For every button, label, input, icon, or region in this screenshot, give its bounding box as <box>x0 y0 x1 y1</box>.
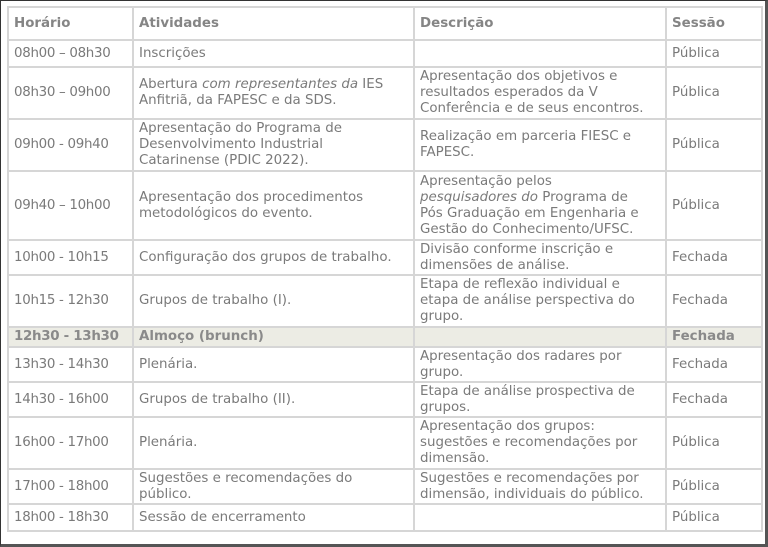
table-row <box>8 119 762 171</box>
session-cell: Fechada <box>666 240 762 275</box>
table-row <box>8 469 762 504</box>
session-cell: Pública <box>666 171 762 240</box>
description-line: Realização em parceria FIESC e <box>420 129 632 144</box>
activity-cell <box>133 240 414 275</box>
description-cell <box>414 119 666 171</box>
time-cell: 17h00 - 18h00 <box>8 469 133 504</box>
description-line: Etapa de análise prospectiva de <box>420 383 635 399</box>
activity-line: Apresentação dos procedimentos <box>139 189 364 205</box>
description-line: grupo. <box>420 364 464 380</box>
activity-line: Grupos de trabalho (II). <box>139 391 296 407</box>
table-row <box>8 67 762 119</box>
activity-line: Plenária. <box>139 356 198 372</box>
description-cell <box>414 327 666 347</box>
description-line: FAPESC. <box>420 145 475 160</box>
description-cell <box>414 417 666 469</box>
description-line: Divisão conforme inscrição e <box>420 241 614 257</box>
time-cell: 09h00 - 09h40 <box>8 119 133 171</box>
session-cell: Fechada <box>666 347 762 382</box>
description-cell <box>414 240 666 275</box>
session-cell: Fechada <box>666 275 762 327</box>
table-row-lunch <box>8 327 762 347</box>
activity-line: metodológicos do evento. <box>139 205 313 221</box>
description-line: dimensão, individuais do público. <box>420 486 644 502</box>
description-line: Apresentação dos grupos: <box>420 419 595 434</box>
header-description: Descrição <box>414 7 666 40</box>
activity-line: Almoço (brunch) <box>139 329 264 344</box>
description-line: grupo. <box>420 309 464 324</box>
activity-line: Grupos de trabalho (I). <box>139 293 292 308</box>
description-line: Etapa de reflexão individual e <box>420 277 620 292</box>
description-line: etapa de análise perspectiva do <box>420 293 635 308</box>
description-line: Apresentação dos radares por <box>420 348 622 364</box>
activity-cell <box>133 67 414 119</box>
time-cell: 08h30 – 09h00 <box>8 67 133 119</box>
session-cell: Pública <box>666 417 762 469</box>
time-cell: 09h40 – 10h00 <box>8 171 133 240</box>
activity-cell <box>133 119 414 171</box>
table-row <box>8 240 762 275</box>
description-line: Sugestões e recomendações por <box>420 470 639 486</box>
activity-line: Configuração dos grupos de trabalho. <box>139 249 392 265</box>
session-cell: Pública <box>666 119 762 171</box>
description-cell <box>414 347 666 382</box>
time-cell: 18h00 - 18h30 <box>8 504 133 531</box>
time-cell: 10h15 - 12h30 <box>8 275 133 327</box>
table-row <box>8 504 762 531</box>
header-session: Sessão <box>666 7 762 40</box>
description-cell <box>414 275 666 327</box>
activity-text: Abertura <box>139 77 203 92</box>
time-cell: 10h00 - 10h15 <box>8 240 133 275</box>
session-cell: Fechada <box>666 327 762 347</box>
time-cell: 08h00 – 08h30 <box>8 40 133 67</box>
table-row <box>8 171 762 240</box>
activity-line: Plenária. <box>139 435 198 450</box>
description-line: resultados esperados da V <box>420 85 598 100</box>
activity-emphasis: com representantes da <box>202 77 359 92</box>
table-row <box>8 347 762 382</box>
activity-line: Apresentação do Programa de <box>139 121 342 136</box>
description-cell <box>414 504 666 531</box>
description-line: Pós Graduação em Engenharia e <box>420 205 639 221</box>
table-row <box>8 417 762 469</box>
description-line: sugestões e recomendações por <box>420 435 638 450</box>
description-line: grupos. <box>420 399 471 415</box>
schedule-table <box>7 6 763 532</box>
header-time: Horário <box>8 7 133 40</box>
description-line: dimensão. <box>420 451 490 466</box>
description-cell <box>414 382 666 417</box>
table-header-row <box>8 7 762 40</box>
activity-line: Catarinense (PDIC 2022). <box>139 153 309 168</box>
activity-line: público. <box>139 486 192 502</box>
description-cell <box>414 40 666 67</box>
description-line: Conferência e de seus encontros. <box>420 101 644 116</box>
session-cell: Pública <box>666 67 762 119</box>
description-text: Programa de <box>537 189 628 205</box>
activity-line <box>139 77 408 93</box>
time-cell: 13h30 - 14h30 <box>8 347 133 382</box>
table-row <box>8 275 762 327</box>
table-row <box>8 382 762 417</box>
activity-cell <box>133 171 414 240</box>
time-cell: 12h30 - 13h30 <box>8 327 133 347</box>
activity-line: Sessão de encerramento <box>139 509 306 525</box>
activity-line: Anfitriã, da FAPESC e da SDS. <box>139 93 337 108</box>
activity-cell <box>133 417 414 469</box>
activity-cell <box>133 327 414 347</box>
session-cell: Pública <box>666 469 762 504</box>
description-line: Gestão do Conhecimento/UFSC. <box>420 221 634 237</box>
header-activity: Atividades <box>133 7 414 40</box>
activity-line: Sugestões e recomendações do <box>139 470 353 486</box>
table-row <box>8 40 762 67</box>
description-emphasis: pesquisadores do <box>420 189 538 205</box>
activity-cell <box>133 275 414 327</box>
session-cell: Fechada <box>666 382 762 417</box>
session-cell: Pública <box>666 40 762 67</box>
description-cell <box>414 171 666 240</box>
description-line: Apresentação pelos <box>420 173 552 189</box>
activity-line: Inscrições <box>139 45 206 61</box>
activity-cell <box>133 40 414 67</box>
activity-text: IES <box>358 77 384 92</box>
description-line: dimensões de análise. <box>420 257 570 273</box>
activity-cell <box>133 382 414 417</box>
description-cell <box>414 469 666 504</box>
time-cell: 14h30 - 16h00 <box>8 382 133 417</box>
activity-cell <box>133 469 414 504</box>
activity-cell <box>133 504 414 531</box>
description-line: Apresentação dos objetivos e <box>420 69 618 84</box>
session-cell: Pública <box>666 504 762 531</box>
description-line <box>420 190 660 206</box>
time-cell: 16h00 - 17h00 <box>8 417 133 469</box>
activity-cell <box>133 347 414 382</box>
activity-line: Desenvolvimento Industrial <box>139 137 324 152</box>
description-cell <box>414 67 666 119</box>
